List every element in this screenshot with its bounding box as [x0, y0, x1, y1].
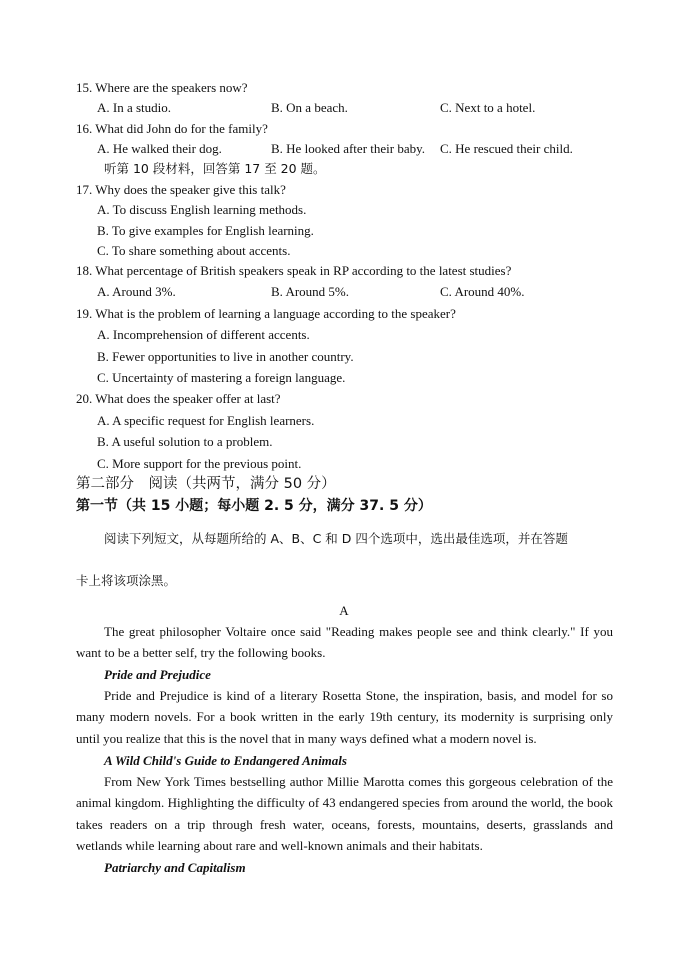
question-stem: 19. What is the problem of learning a language according to the speaker? [76, 306, 456, 321]
option-a: A. To discuss English learning methods. [97, 202, 307, 217]
option-c: C. Around 40%. [440, 284, 525, 299]
book-description: Pride and Prejudice is kind of a literary Rosetta Stone, the inspiration, basis, and model for so many modern novels. For a book written in the early 19th century, its modernity is surprising only until you realize that this is the novel that in many ways defined what a modern novel is. [76, 688, 613, 746]
option-c: C. Uncertainty of mastering a foreign language. [97, 370, 346, 385]
book-description: From New York Times bestselling author Millie Marotta comes this gorgeous celebration of the animal kingdom. Highlighting the difficulty of 43 endangered species from around the world, the book takes readers on a trip through fresh water, oceans, forests, mountains, deserts, grasslands and wetlands while learning about rare and well-known animals and their habitats. [76, 774, 613, 854]
passage-label: A [339, 603, 349, 618]
reading-instruction-line1: 阅读下列短文，从每题所给的 A、B、C 和 D 四个选项中，选出最佳选项，并在答题 [104, 531, 568, 546]
question-stem: 16. What did John do for the family? [76, 121, 268, 136]
option-c: C. More support for the previous point. [97, 456, 302, 471]
option-a: A. A specific request for English learners. [97, 413, 315, 428]
book-title: Patriarchy and Capitalism [104, 860, 246, 875]
option-b: B. Fewer opportunities to live in another country. [97, 349, 354, 364]
option-a: A. Incomprehension of different accents. [97, 327, 310, 342]
book-title: A Wild Child's Guide to Endangered Animals [104, 753, 347, 768]
option-b: B. Around 5%. [271, 284, 349, 299]
question-stem: 20. What does the speaker offer at last? [76, 391, 281, 406]
option-c: C. Next to a hotel. [440, 100, 536, 115]
reading-instruction-line2: 卡上将该项涂黑。 [76, 573, 177, 588]
listening-instruction: 听第 10 段材料，回答第 17 至 20 题。 [104, 161, 326, 176]
book-title: Pride and Prejudice [104, 667, 211, 682]
intro-paragraph: The great philosopher Voltaire once said "Reading makes people see and think clearly." If you want to be a better self, try the following books. [76, 624, 613, 661]
option-c: C. To share something about accents. [97, 243, 291, 258]
option-c: C. He rescued their child. [440, 141, 573, 156]
question-stem: 17. Why does the speaker give this talk? [76, 182, 286, 197]
question-stem: 15. Where are the speakers now? [76, 80, 248, 95]
part-heading: 第二部分 阅读（共两节，满分 50 分） [76, 476, 336, 492]
option-b: B. On a beach. [271, 100, 348, 115]
option-b: B. To give examples for English learning. [97, 223, 314, 238]
question-stem: 18. What percentage of British speakers speak in RP according to the latest studies? [76, 263, 512, 278]
option-a: A. In a studio. [97, 100, 172, 115]
option-a: A. Around 3%. [97, 284, 176, 299]
option-b: B. A useful solution to a problem. [97, 434, 273, 449]
option-b: B. He looked after their baby. [271, 141, 426, 156]
option-a: A. He walked their dog. [97, 141, 222, 156]
section-heading: 第一节（共 15 小题；每小题 2. 5 分，满分 37. 5 分） [76, 498, 432, 514]
